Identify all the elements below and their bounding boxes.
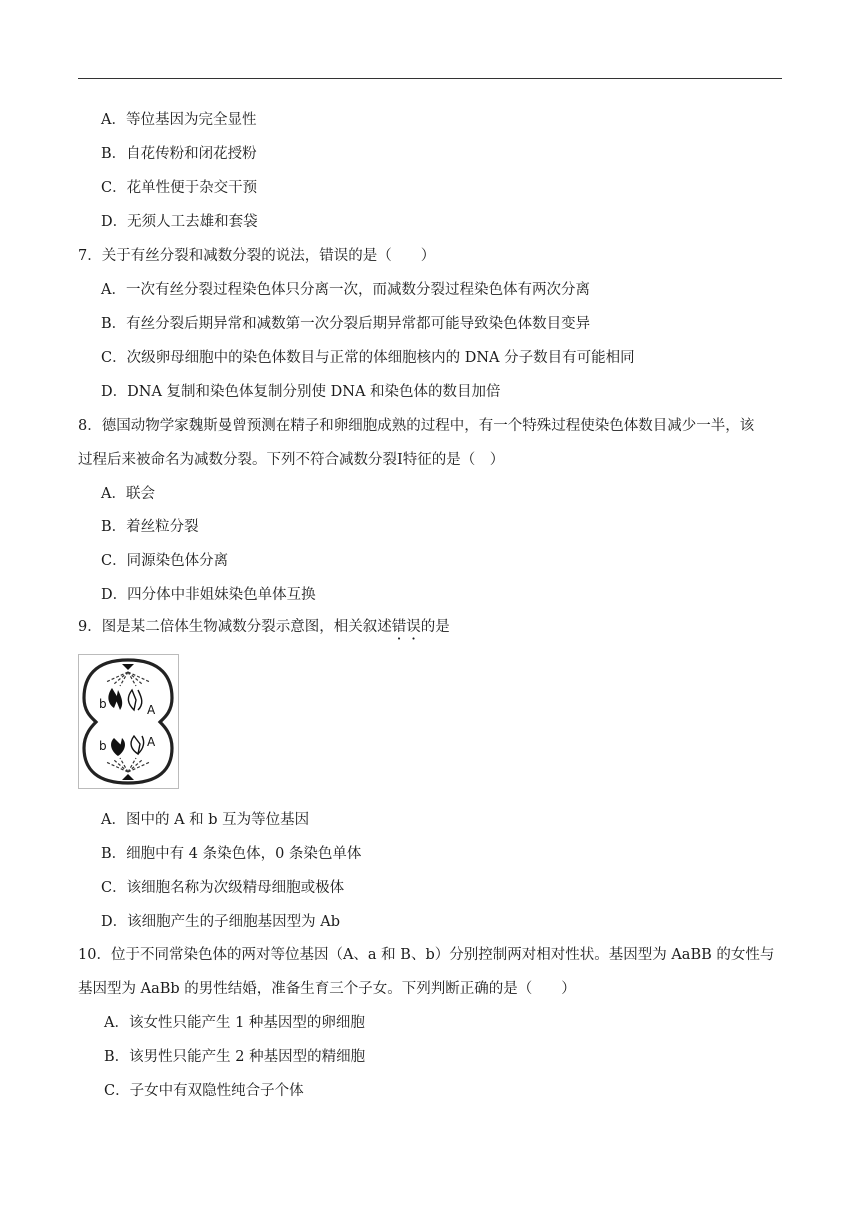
label-bottom-left: b bbox=[99, 739, 107, 753]
q9-stem-emphasis-2: 误 bbox=[406, 619, 421, 635]
q7-stem: 7．关于有丝分裂和减数分裂的说法，错误的是（ ） bbox=[78, 248, 436, 264]
q8-stem-line1: 8．德国动物学家魏斯曼曾预测在精子和卵细胞成熟的过程中，有一个特殊过程使染色体数目减少一半，该 bbox=[78, 418, 755, 434]
q9-stem-emphasis-1: 错 bbox=[391, 619, 407, 635]
q9-stem-suffix: 的是 bbox=[420, 619, 450, 635]
q9-option-b[interactable]: B．细胞中有 4 条染色体，0 条染色单体 bbox=[101, 846, 362, 862]
q10-option-c[interactable]: C．子女中有双隐性纯合子个体 bbox=[104, 1083, 304, 1099]
label-bottom-right: A bbox=[147, 735, 156, 749]
q8-option-c[interactable]: C．同源染色体分离 bbox=[101, 553, 229, 569]
q10-stem-line2: 基因型为 AaBb 的男性结婚，准备生育三个子女。下列判断正确的是（ ） bbox=[78, 981, 576, 997]
q7-option-a[interactable]: A．一次有丝分裂过程染色体只分离一次，而减数分裂过程染色体有两次分离 bbox=[101, 282, 590, 298]
q6-option-c[interactable]: C．花单性便于杂交干预 bbox=[101, 180, 258, 196]
q9-option-a[interactable]: A．图中的 A 和 b 互为等位基因 bbox=[101, 812, 310, 828]
q10-option-b[interactable]: B．该男性只能产生 2 种基因型的精细胞 bbox=[104, 1049, 366, 1065]
q9-option-c[interactable]: C．该细胞名称为次级精母细胞或极体 bbox=[101, 880, 345, 896]
q8-option-d[interactable]: D．四分体中非姐妹染色单体互换 bbox=[101, 587, 316, 603]
q7-option-b[interactable]: B．有丝分裂后期异常和减数第一次分裂后期异常都可能导致染色体数目变异 bbox=[101, 316, 591, 332]
q6-option-b[interactable]: B．自花传粉和闭花授粉 bbox=[101, 146, 257, 162]
q7-option-d[interactable]: D．DNA 复制和染色体复制分别使 DNA 和染色体的数目加倍 bbox=[101, 384, 501, 400]
q10-option-a[interactable]: A．该女性只能产生 1 种基因型的卵细胞 bbox=[104, 1015, 365, 1031]
q9-stem-prefix: 9．图是某二倍体生物减数分裂示意图，相关叙述 bbox=[78, 619, 392, 635]
label-top-right: A bbox=[147, 703, 156, 717]
q8-stem-line2: 过程后来被命名为减数分裂。下列不符合减数分裂Ⅰ特征的是（ ） bbox=[78, 452, 505, 468]
q10-stem-line1: 10．位于不同常染色体的两对等位基因（A、a 和 B、b）分别控制两对相对性状。基因型为 AaBB 的女性与 bbox=[78, 947, 775, 963]
q9-stem bbox=[78, 617, 450, 637]
q8-option-b[interactable]: B．着丝粒分裂 bbox=[101, 519, 199, 535]
meiosis-cell-diagram bbox=[78, 654, 179, 789]
q9-option-d[interactable]: D．该细胞产生的子细胞基因型为 Ab bbox=[101, 914, 340, 930]
q7-option-c[interactable]: C．次级卵母细胞中的染色体数目与正常的体细胞核内的 DNA 分子数目有可能相同 bbox=[101, 350, 635, 366]
label-top-left: b bbox=[99, 697, 107, 711]
q6-option-d[interactable]: D．无须人工去雄和套袋 bbox=[101, 214, 258, 230]
header-rule bbox=[78, 78, 782, 79]
q6-option-a[interactable]: A．等位基因为完全显性 bbox=[101, 112, 257, 128]
q8-option-a[interactable]: A．联会 bbox=[101, 486, 155, 502]
